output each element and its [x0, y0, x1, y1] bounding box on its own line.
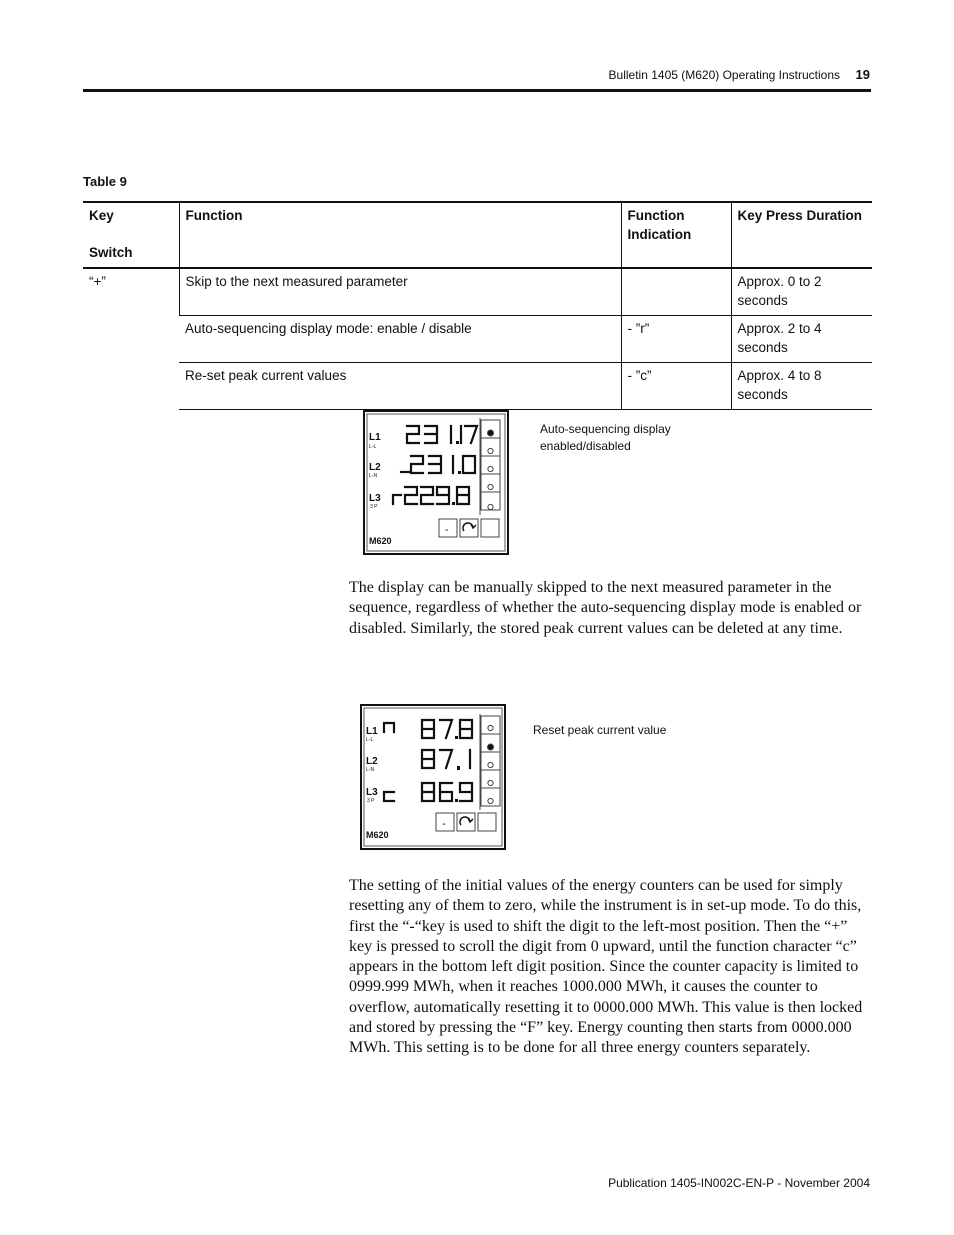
page-header	[83, 66, 870, 88]
enter-key	[481, 519, 499, 537]
header-rule	[83, 89, 871, 92]
line1-label: L1	[369, 432, 381, 443]
indication-cell: - ”c”	[621, 363, 731, 410]
svg-text:3 P: 3 P	[370, 504, 378, 510]
line3-label: L3	[369, 493, 381, 504]
figure1-caption: Auto-sequencing display enabled/disabled	[540, 422, 671, 453]
indicator-leds	[481, 716, 500, 806]
key-plus-cell: “+”	[89, 274, 106, 289]
table-row	[83, 316, 872, 363]
figure2-caption: Reset peak current value	[533, 723, 667, 737]
meter-display-figure-peak	[360, 704, 506, 850]
indication-cell	[621, 268, 731, 316]
header-key: Key	[89, 208, 114, 223]
minus-key-label: -	[445, 524, 449, 536]
minus-key-label: -	[442, 818, 446, 830]
line2-label: L2	[366, 756, 378, 767]
svg-text:L-N: L-N	[369, 473, 378, 479]
indication-cell: - ”r”	[621, 316, 731, 363]
table-caption: Table 9	[83, 174, 127, 189]
header-function: Function	[179, 202, 621, 268]
duration-cell: Approx. 0 to 2 seconds	[731, 268, 872, 316]
key-function-table	[83, 201, 872, 410]
function-cell: Auto-sequencing display mode: enable / disable	[179, 316, 621, 363]
duration-cell: Approx. 2 to 4 seconds	[731, 316, 872, 363]
meter-display-figure-autoseq	[363, 410, 509, 555]
active-led-icon	[488, 744, 494, 750]
header-switch: Switch	[89, 245, 133, 260]
page-footer: Publication 1405-IN002C-EN-P - November 2004	[608, 1176, 870, 1190]
model-label: M620	[366, 830, 389, 840]
line1-label: L1	[366, 726, 378, 737]
line3-label: L3	[366, 787, 378, 798]
line2-label: L2	[369, 462, 381, 473]
svg-text:L-L: L-L	[366, 737, 374, 743]
paragraph-energy-counters: The setting of the initial values of the energy counters can be used for simply resetting any of them to zero, while the instrument is in set-up mode. To do this, first the “-“key is used to shift the digit to the left-most position. Then the “+” key is pressed to scroll the digit from 0 upward, until the function character “c” appears in the bottom left digit position. Since the counter capacity is limited to 0999.999 MWh, when it reaches 1000.000 MWh, it causes the counter to overflow, automatically resetting it to 0000.000 MWh. This value is then locked and stored by pressing the “F” key. Energy counting then starts from 0000.000 MWh. This setting is to be done for all three energy counters separately.	[349, 877, 863, 1057]
table-row	[83, 363, 872, 410]
header-key-press-duration: Key Press Duration	[731, 202, 872, 268]
page-number: 19	[855, 67, 870, 82]
duration-cell: Approx. 4 to 8 seconds	[731, 363, 872, 410]
svg-text:L-N: L-N	[366, 767, 375, 773]
function-cell: Re-set peak current values	[179, 363, 621, 410]
enter-key	[478, 813, 496, 831]
table-row	[83, 268, 872, 316]
header-title: Bulletin 1405 (M620) Operating Instructions	[608, 68, 840, 82]
header-function-indication: Function Indication	[621, 202, 731, 268]
svg-text:3 P: 3 P	[367, 798, 375, 804]
model-label: M620	[369, 536, 392, 546]
active-led-icon	[488, 430, 494, 436]
header-key-switch	[83, 202, 179, 268]
paragraph-manual-skip: The display can be manually skipped to the next measured parameter in the sequence, regardless of whether the auto-sequencing display mode is enabled or disabled. Similarly, the stored peak current values can be deleted at any time.	[349, 579, 862, 637]
indicator-leds	[481, 420, 500, 510]
svg-text:L-L: L-L	[369, 444, 377, 450]
function-cell: Skip to the next measured parameter	[179, 268, 621, 316]
table-header-row	[83, 202, 872, 268]
